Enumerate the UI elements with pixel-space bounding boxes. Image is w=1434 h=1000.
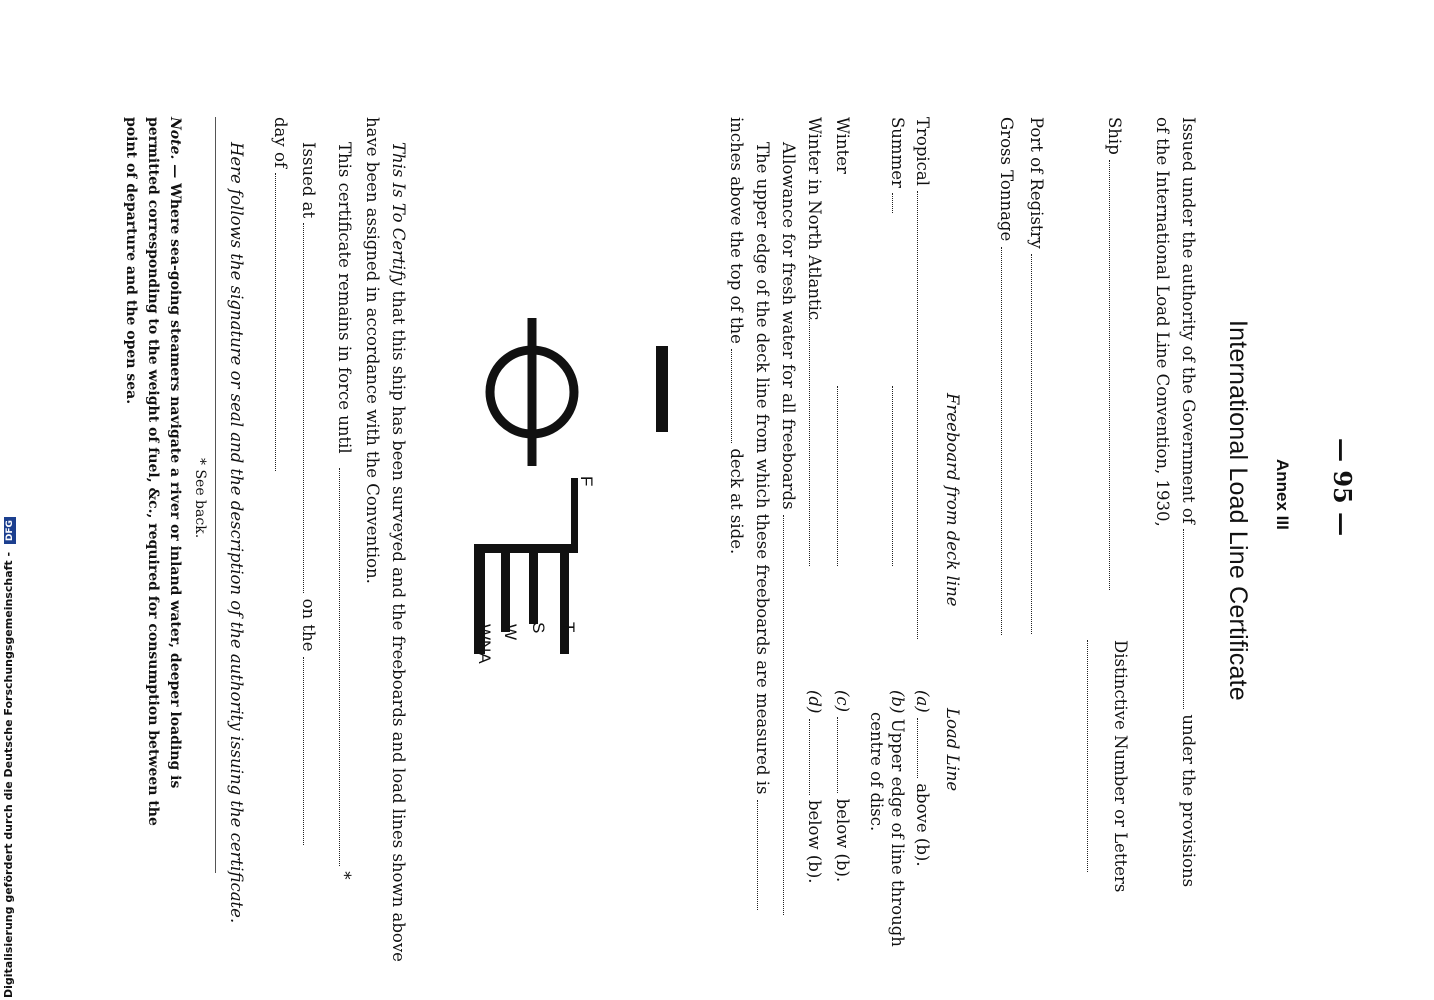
inches-line [726,117,746,554]
inches-text: inches above the top of the [727,117,746,344]
dfg-logo: DFG [4,517,16,544]
in-force-field-wrap [334,468,354,880]
wna-ll-text: below (b). [805,799,824,884]
distinctive-label: Distinctive Number or Letters [1111,640,1130,893]
tonnage-field[interactable] [1001,247,1016,635]
upper-edge-line [752,142,772,910]
winter-row [832,117,852,174]
mark-s: S [529,622,548,634]
tag-b: (b) [888,690,907,714]
day-of-field[interactable] [275,173,290,471]
issued-at-label: Issued at [299,142,318,219]
digitization-credit-text: Digitalisierung gefördert durch die Deutsche Forschungsgemeinschaft - [2,551,15,998]
ship-label: Ship [1105,117,1124,155]
see-back-note: * See back. [192,458,208,539]
footnote-text: Where sea-going steamers navigate a river or inland water, deeper loading is permitted corresponding to the weight of fuel, &c., required for consumption between the point of departure and the open sea. [123,117,183,826]
upper-edge-field[interactable] [757,800,772,910]
load-line-heading: Load Line [943,708,962,792]
wna-ll-field[interactable] [809,719,824,795]
distinctive-block [1110,640,1130,892]
summer-load-line [887,690,907,947]
port-field[interactable] [1031,254,1046,634]
winter-label: Winter [833,117,852,174]
winter-load-line [832,690,852,882]
distinctive-field[interactable] [1087,640,1102,872]
port-label: Port of Registry [1027,117,1046,249]
summer-field-b-wrap [887,386,907,566]
certify-text-1: that this ship has been surveyed and the freeboards and load lines shown above [389,290,408,962]
government-field[interactable] [1183,529,1198,709]
ship-line [1104,117,1124,590]
tropical-ll-text: above (b). [913,783,932,867]
summer-label: Summer [888,117,907,188]
tonnage-line [996,117,1016,635]
mark-f: F [577,476,596,487]
allowance-field[interactable] [783,515,798,915]
digitization-credit [2,517,16,998]
deck-line-mark [656,346,668,432]
signature-note: Here follows the signature or seal and the description of the authority issuing the certificate. [227,142,246,924]
footnote-label: Note. — [167,117,183,179]
issued-under-text: Issued under the authority of the Government of [1179,117,1198,524]
winter-field[interactable] [837,386,852,566]
page-title: International Load Line Certificate [1224,320,1252,701]
freeboard-heading: Freeboard from deck line [943,393,962,607]
summer-mark [529,544,538,624]
issued-under-line [1178,117,1198,887]
under-provisions-text: under the provisions [1179,714,1198,888]
wna-field[interactable] [809,310,824,566]
annex-label: Annex III [1273,459,1292,530]
winter-ll-text: below (b). [833,798,852,883]
day-of-label: day of [271,117,290,169]
summer-ll-text-2: centre of disc. [867,712,886,832]
summer-row [887,117,907,213]
footnote [120,117,186,867]
mark-w: W [501,624,520,641]
ship-field[interactable] [1109,160,1124,590]
issued-at-field[interactable] [303,223,318,593]
upper-edge-text: The upper edge of the deck line from which these freeboards are measured is [753,142,772,795]
wna-field-wrap [804,310,824,566]
in-force-line [334,142,354,454]
distinctive-field-wrap [1082,640,1102,872]
day-of-line [270,117,290,471]
winter-field-wrap [832,386,852,566]
mark-t: T [559,622,578,633]
tag-c: (c) [833,690,852,713]
tropical-row [912,117,932,639]
on-the-label: on the [299,598,318,652]
deck-field[interactable] [731,349,746,443]
winter-ll-field[interactable] [837,717,852,793]
deck-at-side-text: deck at side. [727,448,746,555]
fresh-water-mark [571,478,578,553]
wna-label: Winter in North Atlantic [805,117,824,321]
certify-line-2: have been assigned in accordance with the Convention. [363,117,382,584]
port-line [1026,117,1046,634]
wna-load-line [804,690,824,884]
winter-mark [501,544,510,632]
in-force-asterisk: * [335,871,354,880]
summer-ll-text-1: Upper edge of line through [888,718,907,947]
digitization-credit-sidebar [0,0,22,1000]
certify-lead: This Is To Certify [389,142,408,286]
mark-wna: WNA [475,624,494,664]
in-force-text: This certificate remains in force until [335,142,354,454]
plimsoll-disc [476,308,586,468]
tag-a: (a) [913,690,932,713]
tropical-load-line [912,690,932,867]
tropical-label: Tropical [913,117,932,187]
summer-field-b[interactable] [892,386,907,566]
convention-line: of the International Load Line Convention, 1930, [1153,117,1172,527]
certify-line-1 [388,142,408,962]
signature-rule [215,117,216,873]
allowance-text: Allowance for fresh water for all freeboards [779,142,798,510]
tropical-field[interactable] [917,191,932,639]
tonnage-label: Gross Tonnage [997,117,1016,242]
page-number: — 95 — [1328,438,1357,537]
tropical-ll-field[interactable] [917,718,932,778]
tropical-mark [560,544,569,654]
issued-at-line [298,142,318,845]
on-the-field[interactable] [303,657,318,845]
summer-field-a[interactable] [892,193,907,213]
tag-d: (d) [805,690,824,714]
wna-row [804,117,824,320]
allowance-line [778,142,798,915]
in-force-field[interactable] [339,468,354,866]
